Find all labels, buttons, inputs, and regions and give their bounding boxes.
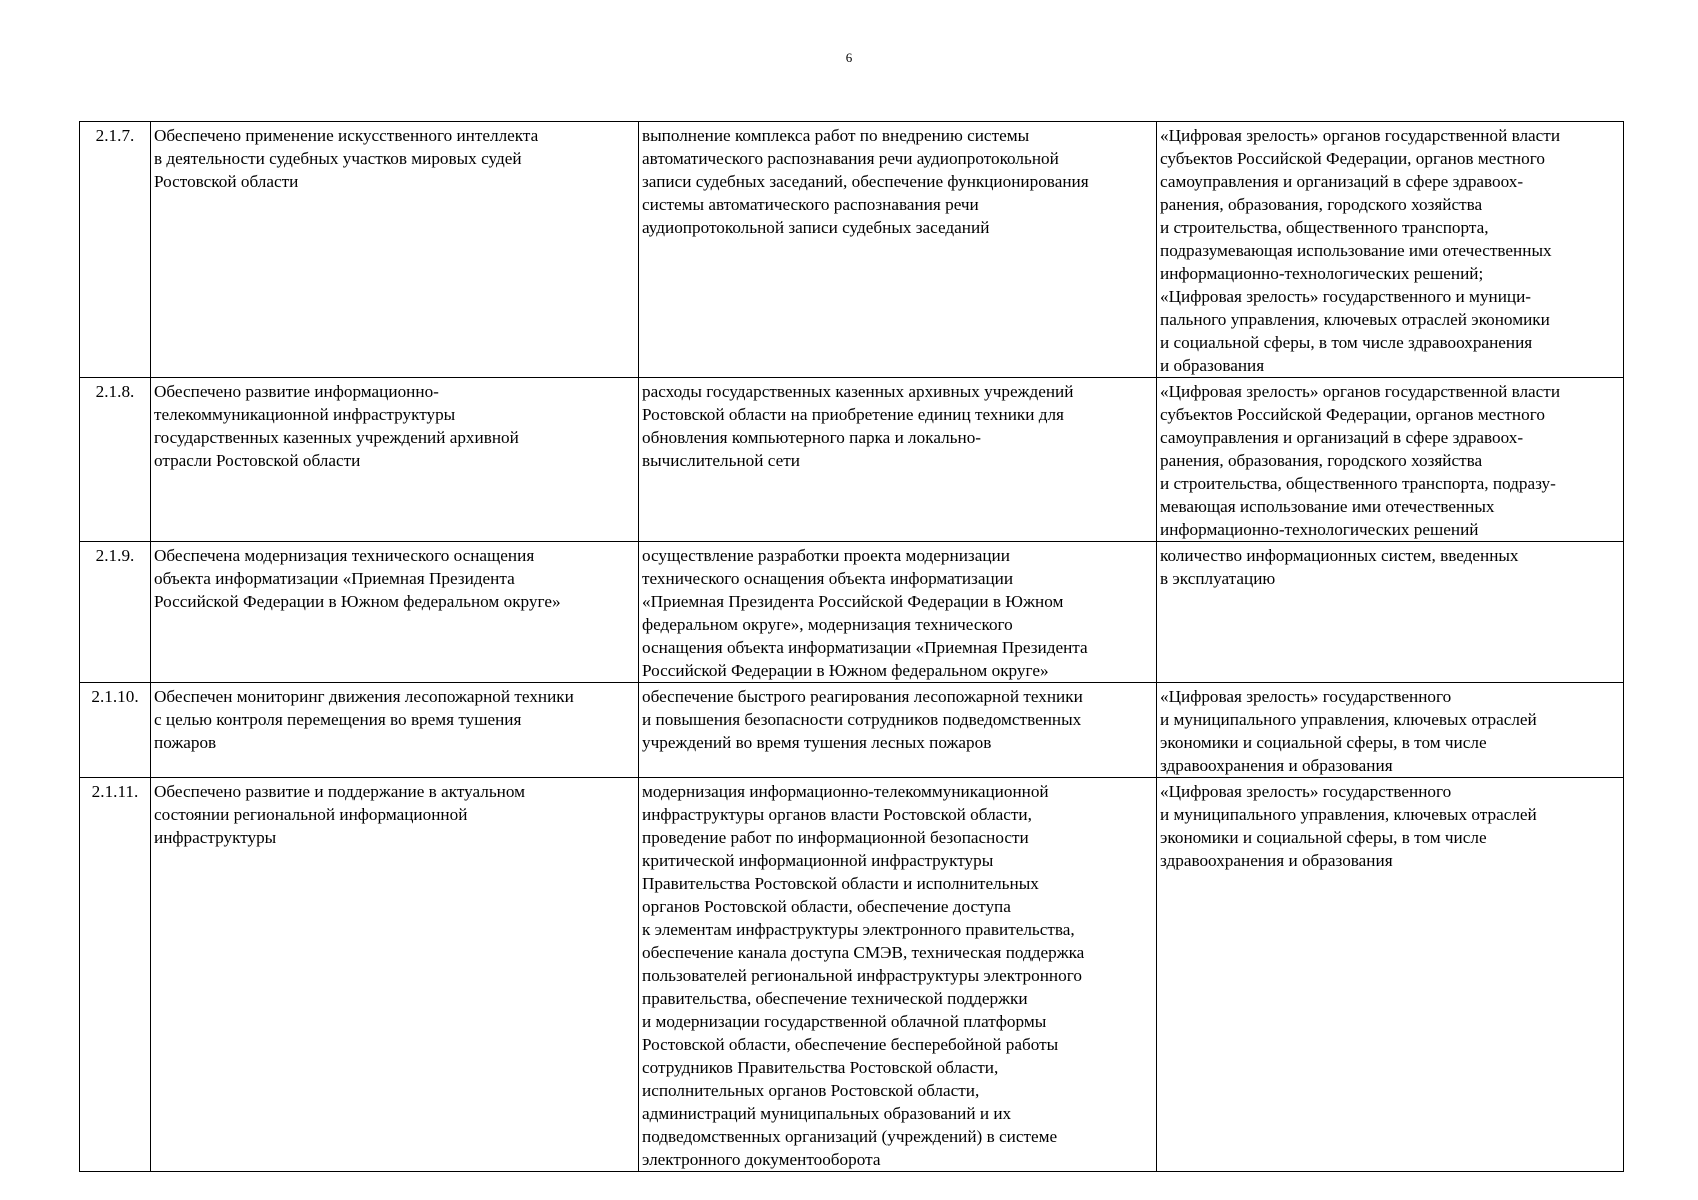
indicator-text-line: экономики и социальной сферы, в том числе (1160, 828, 1487, 847)
indicator-cell (1157, 778, 1624, 1172)
row-number: 2.1.8. (80, 378, 151, 542)
indicator-cell (1157, 378, 1624, 542)
description-text-line: записи судебных заседаний, обеспечение функционирования (642, 172, 1089, 191)
description-text-line: органов Ростовской области, обеспечение доступа (642, 897, 1011, 916)
result-text-line: Российской Федерации в Южном федеральном округе» (154, 592, 561, 611)
result-text-line: Обеспечено применение искусственного интеллекта (154, 126, 539, 145)
result-text-line: телекоммуникационной инфраструктуры (154, 405, 456, 424)
description-text-line: осуществление разработки проекта модернизации (642, 546, 1010, 565)
page-number: 6 (845, 50, 853, 65)
indicator-text-line: информационно-технологических решений; (1160, 264, 1484, 283)
result-text-line: Обеспечена модернизация технического оснащения (154, 546, 535, 565)
description-cell (639, 378, 1157, 542)
result-cell (151, 778, 639, 1172)
indicator-text-line: мевающая использование ими отечественных (1160, 497, 1495, 516)
indicator-cell (1157, 122, 1624, 378)
indicator-text-line: экономики и социальной сферы, в том числе (1160, 733, 1487, 752)
indicator-text-line: здравоохранения и образования (1160, 851, 1393, 870)
description-text-line: и модернизации государственной облачной платформы (642, 1012, 1047, 1031)
indicator-text-line: самоуправления и организаций в сфере здравоох- (1160, 428, 1524, 447)
description-text-line: исполнительных органов Ростовской области, (642, 1081, 980, 1100)
indicator-text-line: в эксплуатацию (1160, 569, 1276, 588)
result-text-line: объекта информатизации «Приемная Президента (154, 569, 515, 588)
description-text-line: выполнение комплекса работ по внедрению системы (642, 126, 1030, 145)
description-text-line: сотрудников Правительства Ростовской области, (642, 1058, 999, 1077)
indicator-text-line: пального управления, ключевых отраслей экономики (1160, 310, 1550, 329)
table-row (80, 778, 1624, 1172)
row-number: 2.1.9. (80, 542, 151, 683)
description-text-line: администраций муниципальных образований и их (642, 1104, 1012, 1123)
row-number: 2.1.10. (80, 683, 151, 778)
description-text-line: «Приемная Президента Российской Федерации в Южном (642, 592, 1064, 611)
result-text-line: инфраструктуры (154, 828, 277, 847)
description-text-line: Ростовской области на приобретение единиц техники для (642, 405, 1064, 424)
indicator-text-line: и строительства, общественного транспорта, (1160, 218, 1489, 237)
indicator-text-line: и муниципального управления, ключевых отраслей (1160, 805, 1537, 824)
description-cell (639, 122, 1157, 378)
description-text-line: пользователей региональной инфраструктуры электронного (642, 966, 1082, 985)
result-text-line: в деятельности судебных участков мировых судей (154, 149, 522, 168)
table-row (80, 122, 1624, 378)
row-number: 2.1.7. (80, 122, 151, 378)
description-text-line: учреждений во время тушения лесных пожаров (642, 733, 992, 752)
description-text-line: критической информационной инфраструктуры (642, 851, 994, 870)
description-text-line: правительства, обеспечение технической поддержки (642, 989, 1028, 1008)
indicator-text-line: «Цифровая зрелость» государственного (1160, 687, 1452, 706)
table-row (80, 378, 1624, 542)
indicator-text-line: подразумевающая использование ими отечественных (1160, 241, 1552, 260)
description-cell (639, 542, 1157, 683)
description-text-line: федеральном округе», модернизация технического (642, 615, 1013, 634)
result-text-line: состоянии региональной информационной (154, 805, 468, 824)
description-text-line: модернизация информационно-телекоммуникационной (642, 782, 1049, 801)
description-text-line: системы автоматического распознавания речи (642, 195, 979, 214)
description-text-line: автоматического распознавания речи аудиопротокольной (642, 149, 1059, 168)
description-text-line: Правительства Ростовской области и исполнительных (642, 874, 1039, 893)
description-text-line: электронного документооборота (642, 1150, 881, 1169)
indicator-text-line: и образования (1160, 356, 1265, 375)
indicator-text-line: субъектов Российской Федерации, органов местного (1160, 149, 1545, 168)
result-text-line: Обеспечено развитие и поддержание в актуальном (154, 782, 526, 801)
description-cell (639, 683, 1157, 778)
result-text-line: пожаров (154, 733, 217, 752)
result-cell (151, 122, 639, 378)
result-cell (151, 683, 639, 778)
result-text-line: государственных казенных учреждений архивной (154, 428, 519, 447)
result-cell (151, 542, 639, 683)
description-text-line: подведомственных организаций (учреждений) в системе (642, 1127, 1058, 1146)
description-text-line: технического оснащения объекта информатизации (642, 569, 1014, 588)
description-text-line: расходы государственных казенных архивных учреждений (642, 382, 1074, 401)
description-text-line: к элементам инфраструктуры электронного правительства, (642, 920, 1075, 939)
result-text-line: отрасли Ростовской области (154, 451, 361, 470)
indicator-cell (1157, 683, 1624, 778)
indicator-text-line: и муниципального управления, ключевых отраслей (1160, 710, 1537, 729)
description-text-line: обеспечение быстрого реагирования лесопожарной техники (642, 687, 1083, 706)
description-text-line: оснащения объекта информатизации «Приемная Президента (642, 638, 1088, 657)
indicator-text-line: здравоохранения и образования (1160, 756, 1393, 775)
description-text-line: Российской Федерации в Южном федеральном округе» (642, 661, 1049, 680)
description-text-line: Ростовской области, обеспечение бесперебойной работы (642, 1035, 1059, 1054)
result-cell (151, 378, 639, 542)
result-text-line: Обеспечено развитие информационно- (154, 382, 439, 401)
result-text-line: Обеспечен мониторинг движения лесопожарной техники (154, 687, 574, 706)
result-text-line: с целью контроля перемещения во время тушения (154, 710, 522, 729)
indicator-text-line: «Цифровая зрелость» государственного и муници- (1160, 287, 1532, 306)
description-cell (639, 778, 1157, 1172)
indicator-text-line: «Цифровая зрелость» органов государственной власти (1160, 126, 1561, 145)
indicator-text-line: ранения, образования, городского хозяйства (1160, 451, 1483, 470)
row-number: 2.1.11. (80, 778, 151, 1172)
indicator-cell (1157, 542, 1624, 683)
indicator-text-line: и строительства, общественного транспорта, подразу- (1160, 474, 1556, 493)
description-text-line: аудиопротокольной записи судебных заседаний (642, 218, 990, 237)
table-row (80, 542, 1624, 683)
indicator-text-line: ранения, образования, городского хозяйства (1160, 195, 1483, 214)
description-text-line: обновления компьютерного парка и локально- (642, 428, 982, 447)
result-text-line: Ростовской области (154, 172, 299, 191)
description-text-line: и повышения безопасности сотрудников подведомственных (642, 710, 1082, 729)
description-text-line: инфраструктуры органов власти Ростовской области, (642, 805, 1032, 824)
table-row (80, 683, 1624, 778)
indicator-text-line: «Цифровая зрелость» государственного (1160, 782, 1452, 801)
indicator-text-line: «Цифровая зрелость» органов государственной власти (1160, 382, 1561, 401)
indicator-text-line: субъектов Российской Федерации, органов местного (1160, 405, 1545, 424)
measures-table (79, 121, 1624, 1172)
indicator-text-line: информационно-технологических решений (1160, 520, 1479, 539)
description-text-line: вычислительной сети (642, 451, 800, 470)
indicator-text-line: и социальной сферы, в том числе здравоохранения (1160, 333, 1533, 352)
description-text-line: обеспечение канала доступа СМЭВ, техническая поддержка (642, 943, 1085, 962)
indicator-text-line: количество информационных систем, введенных (1160, 546, 1519, 565)
indicator-text-line: самоуправления и организаций в сфере здравоох- (1160, 172, 1524, 191)
description-text-line: проведение работ по информационной безопасности (642, 828, 1029, 847)
